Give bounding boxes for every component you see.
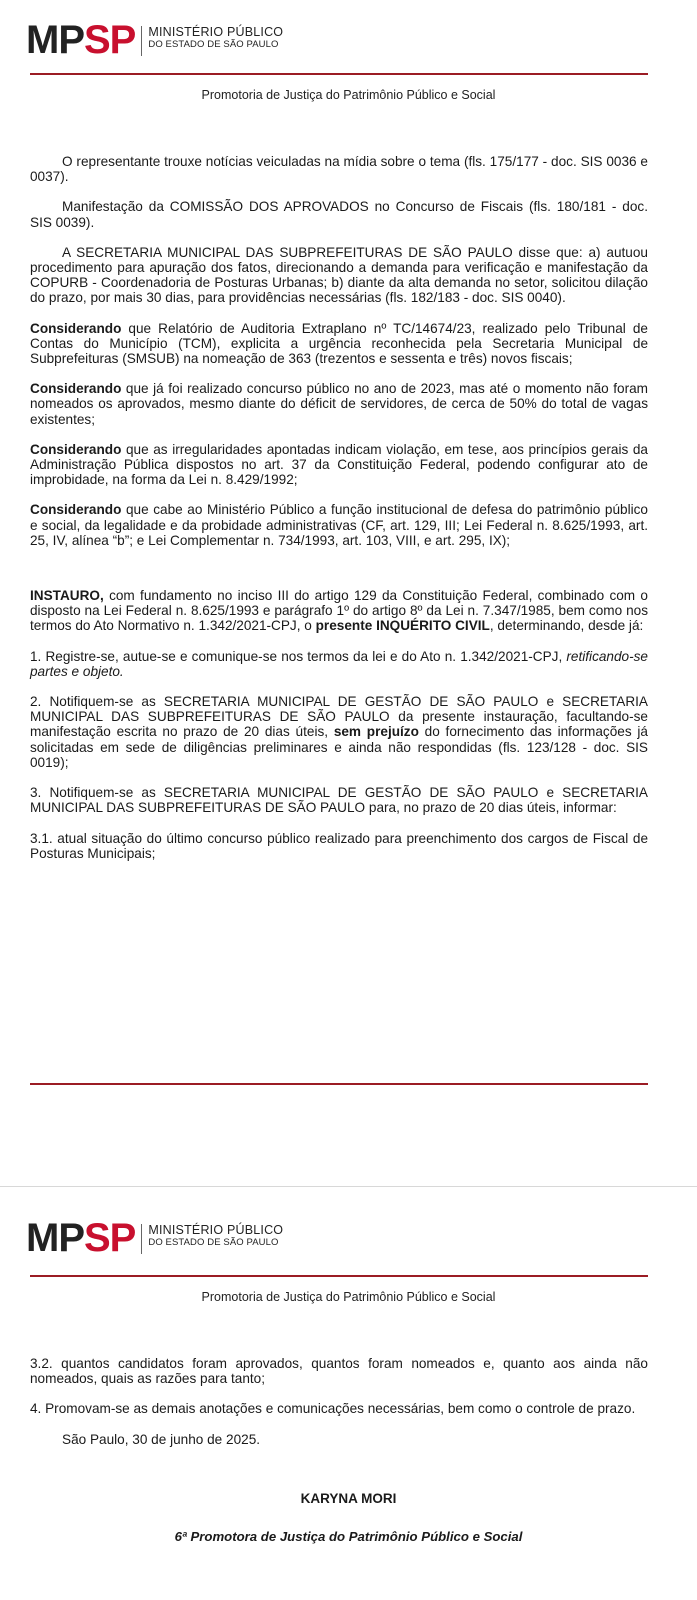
item-1-italic: retificando-se partes e objeto. (30, 648, 648, 679)
considerando-label: Considerando (30, 502, 122, 518)
paragraph-comissao: Manifestação da COMISSÃO DOS APROVADOS no Concurso de Fiscais (fls. 180/181 - doc. SIS 0039). (30, 199, 648, 230)
instauro-text: com fundamento no inciso III do artigo 129 da Constituição Federal, combinado com o disposto na Lei Federal n. 8.625/1993 e parágrafo 1º do artigo 8º da Lei n. 7.347/1985, bem como nos termos do Ato Normativo n. 1.342/2021-CPJ, o (30, 588, 648, 634)
logo-line2: DO ESTADO DE SÃO PAULO (148, 1237, 279, 1248)
item-1 (30, 649, 648, 679)
item-2-end: do fornecimento das informações já solicitadas em sede de diligências preliminares e ainda não respondidas (fls. 123/128 - doc. SIS 0019); (30, 724, 648, 770)
header-rule (30, 1275, 648, 1277)
considerando-text: que cabe ao Ministério Público a função institucional de defesa do patrimônio público e social, da legalidade e da probidade administrativas (CF, art. 129, III; Lei Federal n. 8.625/1993, art. 25, IV, alínea “b”; e Lei Complementar n. 734/1993, art. 103, VIII, e art. 295, IX); (30, 502, 648, 548)
logo-line2: DO ESTADO DE SÃO PAULO (148, 39, 279, 50)
instauro-bold: presente INQUÉRITO CIVIL (315, 618, 490, 634)
signer-name: KARYNA MORI (300, 1491, 397, 1506)
logo-line1: MINISTÉRIO PÚBLICO (148, 1223, 284, 1237)
considerando-text: que Relatório de Auditoria Extraplano nº TC/14674/23, realizado pelo Tribunal de Contas do Município (TCM), explicita a urgência reconhecida pela Secretaria Municipal de Subprefeituras (SMSUB) na nomeação de 363 (trezentos e sessenta e três) novos fiscais; (30, 320, 648, 367)
date-line: São Paulo, 30 de junho de 2025. (62, 1431, 261, 1447)
header-rule (30, 73, 648, 75)
item-1-text: 1. Registre-se, autue-se e comunique-se nos termos da lei e do Ato n. 1.342/2021-CPJ, (30, 648, 567, 664)
item-2-bold: sem prejuízo (333, 724, 419, 740)
item-2 (30, 694, 648, 770)
document-body (30, 154, 648, 876)
considerando-label: Considerando (30, 441, 122, 457)
mpsp-logo (26, 1218, 283, 1262)
instauro-end: , determinando, desde já: (489, 618, 644, 634)
logo-text (148, 1223, 283, 1249)
item-2-text: 2. Notifiquem-se as SECRETARIA MUNICIPAL DE GESTÃO DE SÃO PAULO e SECRETARIA MUNICIPAL DAS SUBPREFEITURAS DE SÃO PAULO da presente instauração, facultando-se manifestação escrita no prazo de 20 dias úteis, (30, 694, 648, 740)
logo-divider (141, 1224, 142, 1254)
considerando-label: Considerando (30, 320, 122, 336)
considerando-label: Considerando (30, 381, 122, 397)
paragraph-noticias: O representante trouxe notícias veiculadas na mídia sobre o tema (fls. 175/177 - doc. SIS 0036 e 0037). (30, 154, 648, 185)
item-3-2: 3.2. quantos candidatos foram aprovados, quantos foram nomeados e, quanto aos ainda não nomeados, quais as razões para tanto; (30, 1356, 648, 1387)
considerando-text: que as irregularidades apontadas indicam violação, em tese, aos princípios gerais da Administração Pública dispostos no art. 37 da Constituição Federal, podendo configurar ato de improbidade, na forma da Lei n. 8.429/1992; (30, 441, 648, 488)
logo-sp: SP (84, 18, 136, 62)
paragraph-considerando-2 (30, 381, 648, 427)
logo-text (148, 25, 283, 51)
instauro-label: INSTAURO, (30, 588, 104, 604)
logo-mp: MP (26, 18, 84, 62)
page-separator (0, 1186, 697, 1187)
logo-line1: MINISTÉRIO PÚBLICO (148, 25, 284, 39)
item-4: 4. Promovam-se as demais anotações e comunicações necessárias, bem como o controle de prazo. (30, 1401, 636, 1417)
paragraph-considerando-4 (30, 502, 648, 548)
paragraph-considerando-3 (30, 442, 648, 488)
header-title: Promotoria de Justiça do Patrimônio Público e Social (201, 1290, 496, 1304)
logo-sp: SP (84, 1216, 136, 1260)
item-3-1: 3.1. atual situação do último concurso público realizado para preenchimento dos cargos de Fiscal de Posturas Municipais; (30, 830, 648, 861)
mpsp-logo (26, 20, 283, 64)
paragraph-instauro (30, 588, 648, 634)
paragraph-secretaria: A SECRETARIA MUNICIPAL DAS SUBPREFEITURAS DE SÃO PAULO disse que: a) autuou procedimento para apuração dos fatos, direcionando a demanda para verificação e manifestação da COPURB - Coordenadoria de Posturas Urbanas; b) diante da alta demanda no setor, solicitou dilação do prazo, por mais 30 dias, para providências necessárias (fls. 182/183 - doc. SIS 0040). (30, 244, 648, 306)
logo-mp: MP (26, 1216, 84, 1260)
header-title: Promotoria de Justiça do Patrimônio Público e Social (201, 88, 496, 102)
document-body (30, 1356, 648, 1462)
document-page-2 (0, 1188, 697, 1600)
logo-divider (141, 26, 142, 56)
item-3: 3. Notifiquem-se as SECRETARIA MUNICIPAL DE GESTÃO DE SÃO PAULO e SECRETARIA MUNICIPAL DAS SUBPREFEITURAS DE SÃO PAULO para, no prazo de 20 dias úteis, informar: (30, 785, 648, 816)
paragraph-considerando-1 (30, 321, 648, 367)
signer-role: 6ª Promotora de Justiça do Patrimônio Público e Social (174, 1529, 523, 1544)
footer-rule (30, 1083, 648, 1085)
considerando-text: que já foi realizado concurso público no ano de 2023, mas até o momento não foram nomeados os aprovados, mesmo diante do déficit de servidores, de cerca de 50% do total de vagas existentes; (30, 381, 648, 427)
